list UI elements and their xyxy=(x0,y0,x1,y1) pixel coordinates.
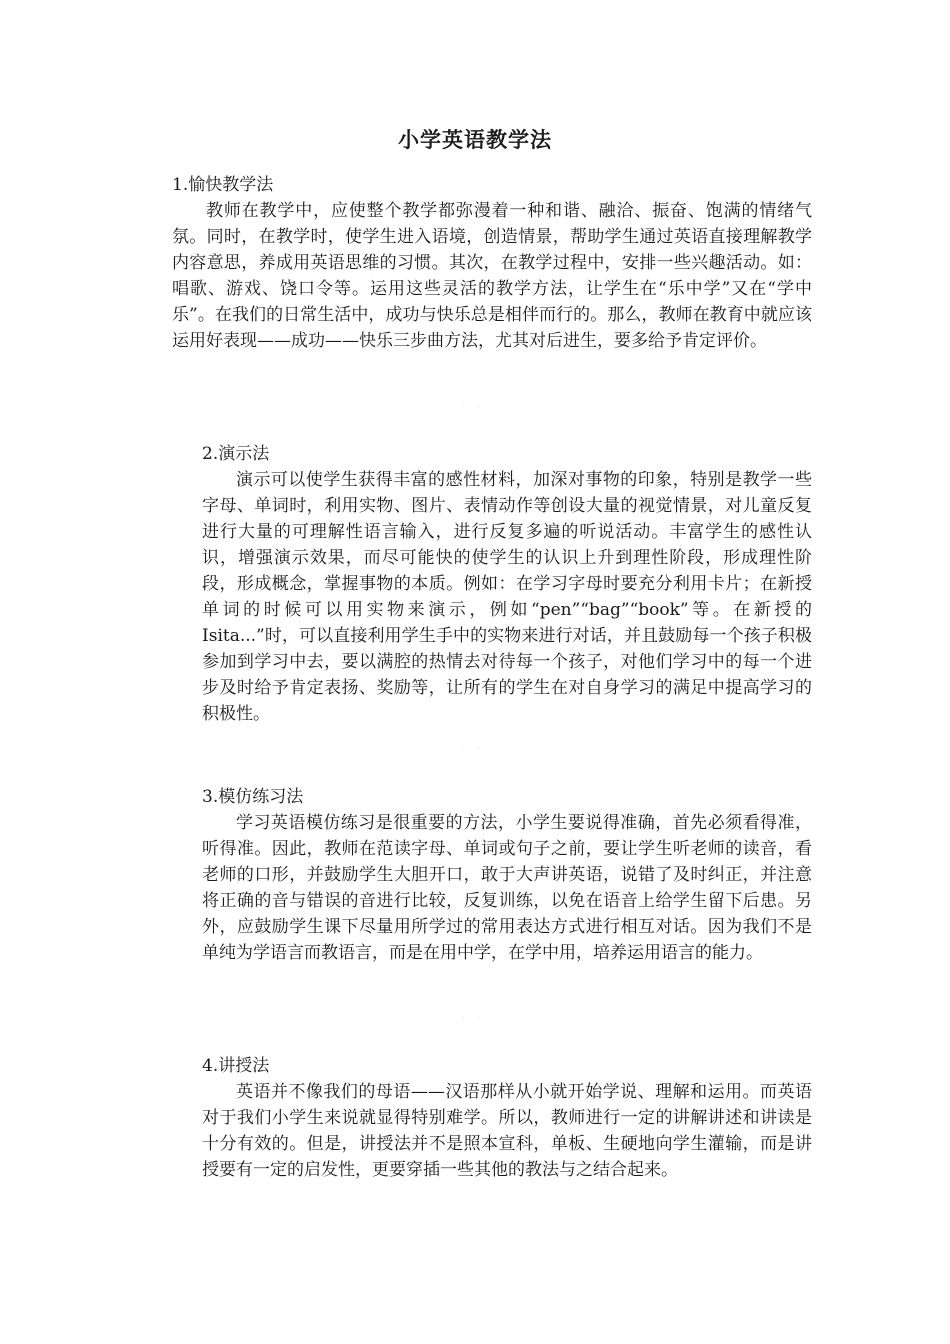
section-happy-teaching xyxy=(172,172,812,354)
section-body: 学习英语模仿练习是很重要的方法，小学生要说得准确，首先必须看得准，听得准。因此，教师在范读字母、单词或句子之前，要让学生听老师的读音，看老师的口形，并鼓励学生大胆开口，敢于大声讲英语，说错了及时纠正，并注意将正确的音与错误的音进行比较，反复训练，以免在语音上给学生留下后患。另外，应鼓励学生课下尽量用所学过的常用表达方式进行相互对话。因为我们不是单纯为学语言而教语言，而是在用中学，在学中用，培养运用语言的能力。 xyxy=(202,813,812,963)
faint-watermark: · · xyxy=(462,400,485,413)
faint-watermark: · · xyxy=(462,742,485,755)
section-heading: 1.愉快教学法 xyxy=(172,175,274,195)
section-demonstration xyxy=(202,441,812,727)
section-body: 英语并不像我们的母语——汉语那样从小就开始学说、理解和运用。而英语对于我们小学生来说就显得特别难学。所以，教师进行一定的讲解讲述和讲读是十分有效的。但是，讲授法并不是照本宣科，单板、生硬地向学生灌输，而是讲授要有一定的启发性，更要穿插一些其他的教法与之结合起来。 xyxy=(202,1082,812,1180)
page-title: 小学英语教学法 xyxy=(398,127,552,152)
section-heading: 3.模仿练习法 xyxy=(202,787,304,807)
section-lecture xyxy=(202,1053,812,1183)
section-heading: 2.演示法 xyxy=(202,444,270,464)
section-imitation-practice xyxy=(202,784,812,966)
section-body: 演示可以使学生获得丰富的感性材料，加深对事物的印象，特别是教学一些字母、单词时，利用实物、图片、表情动作等创设大量的视觉情景，对儿童反复进行大量的可理解性语言输入，进行反复多遍的听说活动。丰富学生的感性认识，增强演示效果，而尽可能快的使学生的认识上升到理性阶段，形成理性阶段，形成概念，掌握事物的本质。例如：在学习字母时要充分利用卡片；在新授单词的时候可以用实物来演示，例如“pen”“bag”“book”等。在新授的Isita...”时，可以直接利用学生手中的实物来进行对话，并且鼓励每一个孩子积极参加到学习中去，要以满腔的热情去对待每一个孩子，对他们学习中的每一个进步及时给予肯定表扬、奖励等，让所有的学生在对自身学习的满足中提高学习的积极性。 xyxy=(202,470,812,724)
section-body: 教师在教学中，应使整个教学都弥漫着一种和谐、融洽、振奋、饱满的情绪气氛。同时，在教学时，使学生进入语境，创造情景，帮助学生通过英语直接理解教学内容意思，养成用英语思维的习惯。其次，在教学过程中，安排一些兴趣活动。如：唱歌、游戏、饶口令等。运用这些灵活的教学方法，让学生在“乐中学”又在“学中乐”。在我们的日常生活中，成功与快乐总是相伴而行的。那么，教师在教育中就应该运用好表现——成功——快乐三步曲方法，尤其对后进生，要多给予肯定评价。 xyxy=(172,201,812,351)
faint-watermark: · · xyxy=(462,1012,485,1025)
section-heading: 4.讲授法 xyxy=(202,1056,270,1076)
